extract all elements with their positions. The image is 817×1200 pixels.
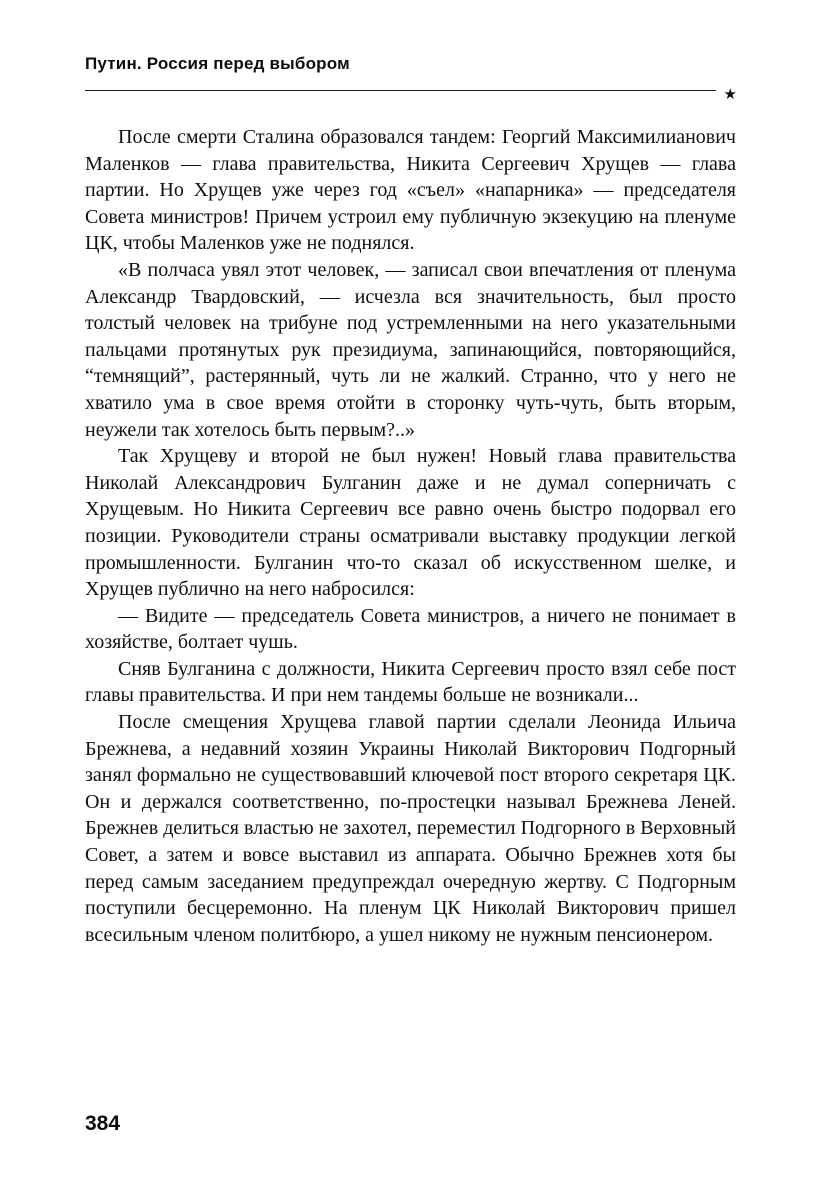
paragraph-2: «В полчаса увял этот человек, — записал свои впечатления от пленума Александр Твардовский, — исчезла вся значительность, был просто толстый человек на трибуне под устремленными на него указательными пальцами протянутых рук президиума, запинающийся, повторяющийся, “темнящий”, растерянный, чуть ли не жалкий. Странно, что у него не хватило ума в свое время отойти в сторонку чуть-чуть, быть вторым, неужели так хотелось быть первым?..»	[85, 258, 736, 441]
header-rule	[85, 90, 716, 91]
paragraph-3: Так Хрущеву и второй не был нужен! Новый глава правительства Николай Александрович Булганин даже и не думал соперничать с Хрущевым. Но Никита Сергеевич все равно очень быстро подорвал его позиции. Руководители страны осматривали выставку продукции легкой промышленности. Булганин что-то сказал об искусственном шелке, и Хрущев публично на него набросился:	[85, 445, 736, 601]
paragraph-5: Сняв Булганина с должности, Никита Сергеевич просто взял себе пост главы правительства. И при нем тандемы больше не возникали...	[85, 657, 736, 707]
running-title: Путин. Россия перед выбором	[85, 54, 350, 73]
star-icon: ★	[723, 85, 737, 103]
running-head	[85, 54, 737, 103]
paragraph-6: После смещения Хрущева главой партии сделали Леонида Ильича Брежнева, а недавний хозяин Украины Николай Викторович Подгорный занял формально не существовавший ключевой пост второго секретаря ЦК. Он и держался соответственно, по-простецки называл Брежнева Леней. Брежнев делиться властью не захотел, переместил Подгорного в Верховный Совет, а затем и вовсе выставил из аппарата. Обычно Брежнев хотя бы перед самым заседанием предупреждал очередную жертву. С Подгорным поступили бесцеремонно. На пленум ЦК Николай Викторович пришел всесильным членом политбюро, а ушел никому не нужным пенсионером.	[85, 711, 736, 946]
paragraph-1: После смерти Сталина образовался тандем: Георгий Максимилианович Маленков — глава правительства, Никита Сергеевич Хрущев — глава партии. Но Хрущев уже через год «съел» «напарника» — председателя Совета министров! Причем устроил ему публичную экзекуцию на пленуме ЦК, чтобы Маленков уже не поднялся.	[85, 126, 736, 255]
paragraph-4-dialogue: — Видите — председатель Совета министров, а ничего не понимает в хозяйстве, болтает чушь.	[85, 604, 736, 654]
page-number: 384	[85, 1112, 121, 1135]
header-rule-row	[85, 83, 737, 103]
body-text	[85, 124, 736, 948]
